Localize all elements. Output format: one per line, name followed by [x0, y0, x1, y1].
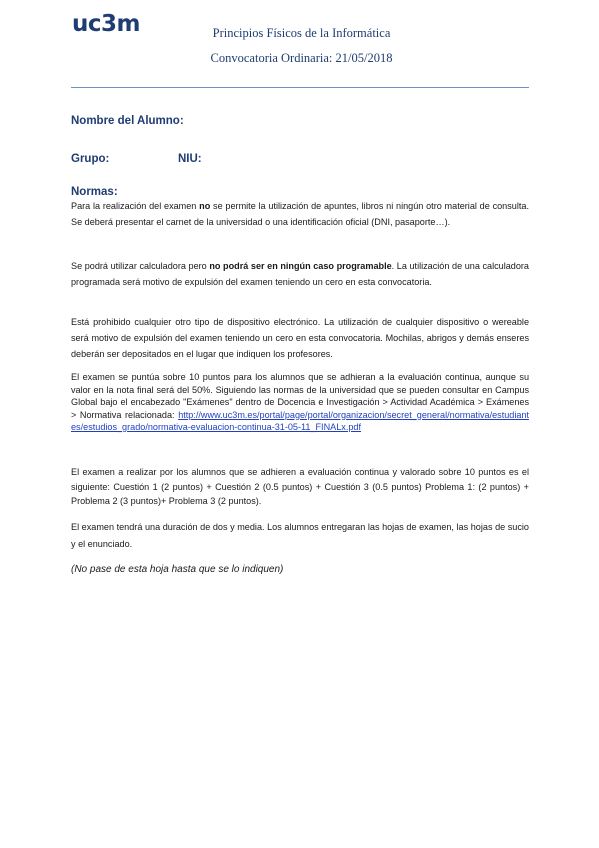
rule-emphasis: no: [199, 201, 211, 211]
rule-paragraph-wait-notice: (No pase de esta hoja hasta que se lo indiquen): [71, 564, 284, 575]
rule-text: El examen se puntúa sobre 10 puntos para los alumnos que se adhieran a la evaluación continua, aunque su valor en la nota final será del 50%. Siguiendo las normas de la universidad que se pueden consultar en Campus Global bajo el encabezado "Exámenes" dentro de Docencia e Investigación > Actividad Académica > Exámenes > Normativa relacionada:: [71, 372, 529, 420]
regulation-link[interactable]: http://www.uc3m.es/portal/page/portal/organizacion/secret_general/normativa/estudiantes/estudios_grado/normativa-evaluacion-continua-31-05-11_FINALx.pdf: [71, 409, 529, 432]
header-divider: [71, 87, 529, 88]
student-name-label: Nombre del Alumno:: [71, 115, 184, 127]
rule-paragraph-grading: [71, 371, 529, 434]
rule-paragraph-structure: El examen a realizar por los alumnos que se adhieren a evaluación continua y valorado sobre 10 puntos es el siguiente: Cuestión 1 (2 puntos) + Cuestión 2 (0.5 puntos) + Cuestión 3 (0.5 puntos) Problema 1: (2 puntos) + Problema 2 (3 puntos)+ Problema 3 (2 puntos).: [71, 467, 529, 506]
rule-paragraph-materials: [71, 198, 529, 230]
course-title: Principios Físicos de la Informática: [212, 26, 391, 40]
rule-paragraph-calculator: [71, 258, 529, 290]
group-label: Grupo:: [71, 153, 110, 165]
rule-emphasis: no podrá ser en ningún caso programable: [209, 261, 392, 271]
rules-heading: Normas:: [71, 186, 118, 198]
university-logo: uc3m: [72, 11, 140, 37]
exam-session: Convocatoria Ordinaria: 21/05/2018: [210, 51, 393, 65]
rule-text: se permite la utilización de apuntes, libros ni ningún otro material de consulta. Se deberá presentar el carnet de la universidad o una identificación oficial (DNI, pasaporte…).: [71, 201, 529, 227]
niu-label: NIU:: [178, 153, 202, 165]
rule-text: Se podrá utilizar calculadora pero: [71, 261, 210, 271]
rule-paragraph-duration: El examen tendrá una duración de dos y media. Los alumnos entregaran las hojas de examen, las hojas de sucio y el enunciado.: [71, 522, 529, 549]
rule-text: Para la realización del examen: [71, 201, 200, 211]
rule-paragraph-devices: Está prohibido cualquier otro tipo de dispositivo electrónico. La utilización de cualquier dispositivo o wereable será motivo de expulsión del examen teniendo un cero en esta convocatoria. Mochilas, abrigos y demás enseres deberán ser depositados en el lugar que indiquen los profesores.: [71, 317, 529, 359]
rule-text: . La utilización de una calculadora programada será motivo de expulsión del examen teniendo un cero en esta convocatoria.: [71, 261, 529, 287]
